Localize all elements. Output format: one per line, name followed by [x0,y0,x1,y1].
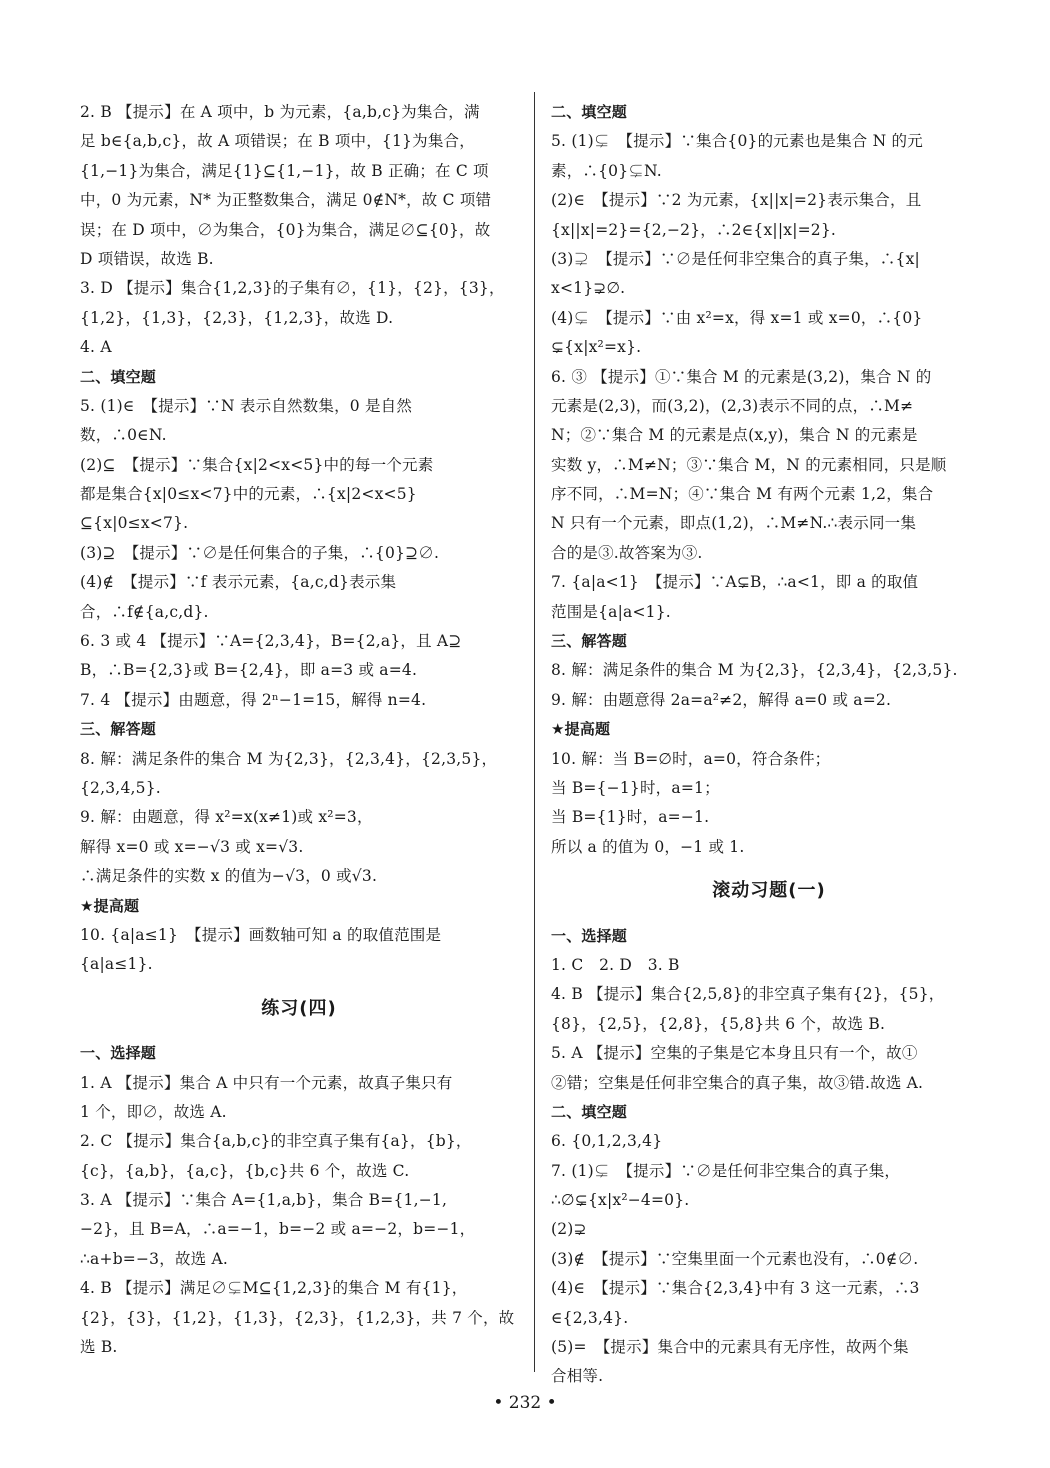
text-line: ②错；空集是任何非空集合的真子集，故③错.故选 A. [551,1073,924,1092]
text-line: 选 B. [80,1338,118,1357]
text-line: 范围是{a|a<1}. [551,602,671,621]
left-column [80,98,518,1362]
right-column-part-a [551,98,987,862]
text-line: 解得 x=0 或 x=−√3 或 x=√3. [80,837,304,856]
text-line: {x||x|=2}={2,−2}，∴2∈{x||x|=2}. [551,220,837,239]
text-line: N 只有一个元素，即点(1,2)，∴M≠N.∴表示同一集 [551,514,917,533]
text-line: B，∴B={2,3}或 B={2,4}，即 a=3 或 a=4. [80,661,418,680]
text-line: −2}，且 B=A，∴a=−1，b=−2 或 a=−2，b=−1， [80,1220,476,1239]
text-line: ∴a+b=−3，故选 A. [80,1249,228,1268]
text-line: N；②∵集合 M 的元素是点(x,y)，集合 N 的元素是 [551,426,918,445]
text-line: 实数 y，∴M≠N；③∵集合 M，N 的元素相同，只是顺 [551,455,947,474]
text-line: 素，∴{0}⊊N. [551,161,662,180]
text-line: 合的是③.故答案为③. [551,543,703,562]
text-line: {1,−1}为集合，满足{1}⊆{1,−1}，故 B 正确；在 C 项 [80,161,489,180]
text-line: 1. A 【提示】集合 A 中只有一个元素，故真子集只有 [80,1073,453,1092]
text-line: 序不同，∴M=N；④∵集合 M 有两个元素 1,2，集合 [551,485,934,504]
text-line: (5)= 【提示】集合中的元素具有无序性，故两个集 [551,1338,909,1357]
page-number: • 232 • [493,1393,557,1413]
text-line: 7. 4 【提示】由题意，得 2ⁿ−1=15，解得 n=4. [80,690,427,709]
text-line: {8}，{2,5}，{2,8}，{5,8}共 6 个，故选 B. [551,1014,886,1033]
text-line: 中，0 为元素，N* 为正整数集合，满足 0∉N*，故 C 项错 [80,191,492,210]
text-line: 当 B={1}时，a=−1. [551,808,710,827]
text-line: (3)∉ 【提示】∵空集里面一个元素也没有，∴0∉∅. [551,1249,919,1268]
text-line: 一、选择题 [551,926,628,945]
text-line: 5. (1)∈ 【提示】∵N 表示自然数集，0 是自然 [80,396,413,415]
section-title-rolling-exercise-1: 滚动习题(一) [712,880,826,902]
text-line: 6. ③ 【提示】①∵集合 M 的元素是(3,2)，集合 N 的 [551,367,932,386]
text-line: 4. A [80,338,112,357]
text-line: 三、解答题 [551,632,628,651]
text-line: (2)⊋ [551,1220,587,1239]
text-line: (4)⊊ 【提示】∵由 x²=x，得 x=1 或 x=0，∴{0} [551,308,923,327]
text-line: 8. 解：满足条件的集合 M 为{2,3}，{2,3,4}，{2,3,5}， [80,749,498,768]
text-line: (3)⊇ 【提示】∵∅是任何集合的子集，∴{0}⊇∅. [80,543,440,562]
text-line: 7. {a|a<1} 【提示】∵A⊊B，∴a<1，即 a 的取值 [551,573,919,592]
left-column-part-b [80,1039,518,1362]
text-line: 3. D 【提示】集合{1,2,3}的子集有∅，{1}，{2}，{3}， [80,279,505,298]
text-line: {2}，{3}，{1,2}，{1,3}，{2,3}，{1,2,3}，共 7 个，故 [80,1308,515,1327]
text-line: 合，∴f∉{a,c,d}. [80,602,209,621]
text-line: (2)∈ 【提示】∵2 为元素，{x||x|=2}表示集合，且 [551,191,922,210]
text-line: 6. {0,1,2,3,4} [551,1132,663,1151]
column-divider [534,92,535,1372]
text-line: 10. 解：当 B=∅时，a=0，符合条件； [551,749,831,768]
right-column-part-b [551,922,987,1392]
text-line: 5. A 【提示】空集的子集是它本身且只有一个，故① [551,1044,918,1063]
text-line: 1. C 2. D 3. B [551,955,680,974]
text-line: {2,3,4,5}. [80,778,161,797]
text-line: ∴满足条件的实数 x 的值为−√3，0 或√3. [80,867,378,886]
text-line: 所以 a 的值为 0，−1 或 1. [551,837,745,856]
section-title-practice-4: 练习(四) [261,997,337,1019]
text-line: 3. A 【提示】∵集合 A={1,a,b}，集合 B={1,−1, [80,1191,448,1210]
text-line: {c}，{a,b}，{a,c}，{b,c}共 6 个，故选 C. [80,1161,410,1180]
text-line: 8. 解：满足条件的集合 M 为{2,3}，{2,3,4}，{2,3,5}. [551,661,958,680]
right-column [551,98,987,1392]
text-line: 都是集合{x|0≤x<7}中的元素，∴{x|2<x<5} [80,485,417,504]
text-line: x<1}⊋∅. [551,279,626,298]
text-line: D 项错误，故选 B. [80,249,214,268]
text-line: 9. 解：由题意，得 x²=x(x≠1)或 x²=3， [80,808,373,827]
text-line: 1 个，即∅，故选 A. [80,1102,227,1121]
text-line: 2. C 【提示】集合{a,b,c}的非空真子集有{a}，{b}， [80,1132,472,1151]
text-line: 7. (1)⊊ 【提示】∵∅是任何非空集合的真子集， [551,1161,901,1180]
text-line: {1,2}，{1,3}，{2,3}，{1,2,3}，故选 D. [80,308,394,327]
text-line: (4)∈ 【提示】∵集合{2,3,4}中有 3 这一元素，∴3 [551,1279,920,1298]
text-line: 5. (1)⊊ 【提示】∵集合{0}的元素也是集合 N 的元 [551,132,923,151]
text-line: 三、解答题 [80,720,157,739]
text-line: (3)⊋ 【提示】∵∅是任何非空集合的真子集，∴{x| [551,249,920,268]
text-line: 二、填空题 [80,367,157,386]
text-line: 当 B={−1}时，a=1； [551,778,720,797]
text-line: 元素是(2,3)，而(3,2)，(2,3)表示不同的点，∴M≠ [551,396,914,415]
text-line: 10. {a|a≤1} 【提示】画数轴可知 a 的取值范围是 [80,925,442,944]
text-line: 误；在 D 项中，∅为集合，{0}为集合，满足∅⊆{0}，故 [80,220,491,239]
text-line: 合相等. [551,1367,604,1386]
text-line: 9. 解：由题意得 2a=a²≠2，解得 a=0 或 a=2. [551,690,892,709]
text-line: 6. 3 或 4 【提示】∵A={2,3,4}，B={2,a}，且 A⊇ [80,632,462,651]
left-column-part-a [80,98,518,980]
text-line: (4)∉ 【提示】∵f 表示元素，{a,c,d}表示集 [80,573,397,592]
text-line: 4. B 【提示】满足∅⊊M⊆{1,2,3}的集合 M 有{1}， [80,1279,468,1298]
text-line: ⊆{x|0≤x<7}. [80,514,189,533]
text-line: ★提高题 [80,896,140,915]
text-line: ★提高题 [551,720,611,739]
text-line: ⊊{x|x²=x}. [551,338,642,357]
text-line: {a|a≤1}. [80,955,153,974]
text-line: 二、填空题 [551,1102,628,1121]
text-line: 足 b∈{a,b,c}，故 A 项错误；在 B 项中，{1}为集合， [80,132,475,151]
text-line: (2)⊆ 【提示】∵集合{x|2<x<5}中的每一个元素 [80,455,434,474]
text-line: 数，∴0∈N. [80,426,167,445]
text-line: 2. B 【提示】在 A 项中，b 为元素，{a,b,c}为集合，满 [80,103,480,121]
text-line: 4. B 【提示】集合{2,5,8}的非空真子集有{2}，{5}， [551,985,945,1004]
text-line: 一、选择题 [80,1044,157,1063]
text-line: 二、填空题 [551,103,628,121]
text-line: ∈{2,3,4}. [551,1308,629,1327]
text-line: ∴∅⊊{x|x²−4=0}. [551,1191,690,1210]
